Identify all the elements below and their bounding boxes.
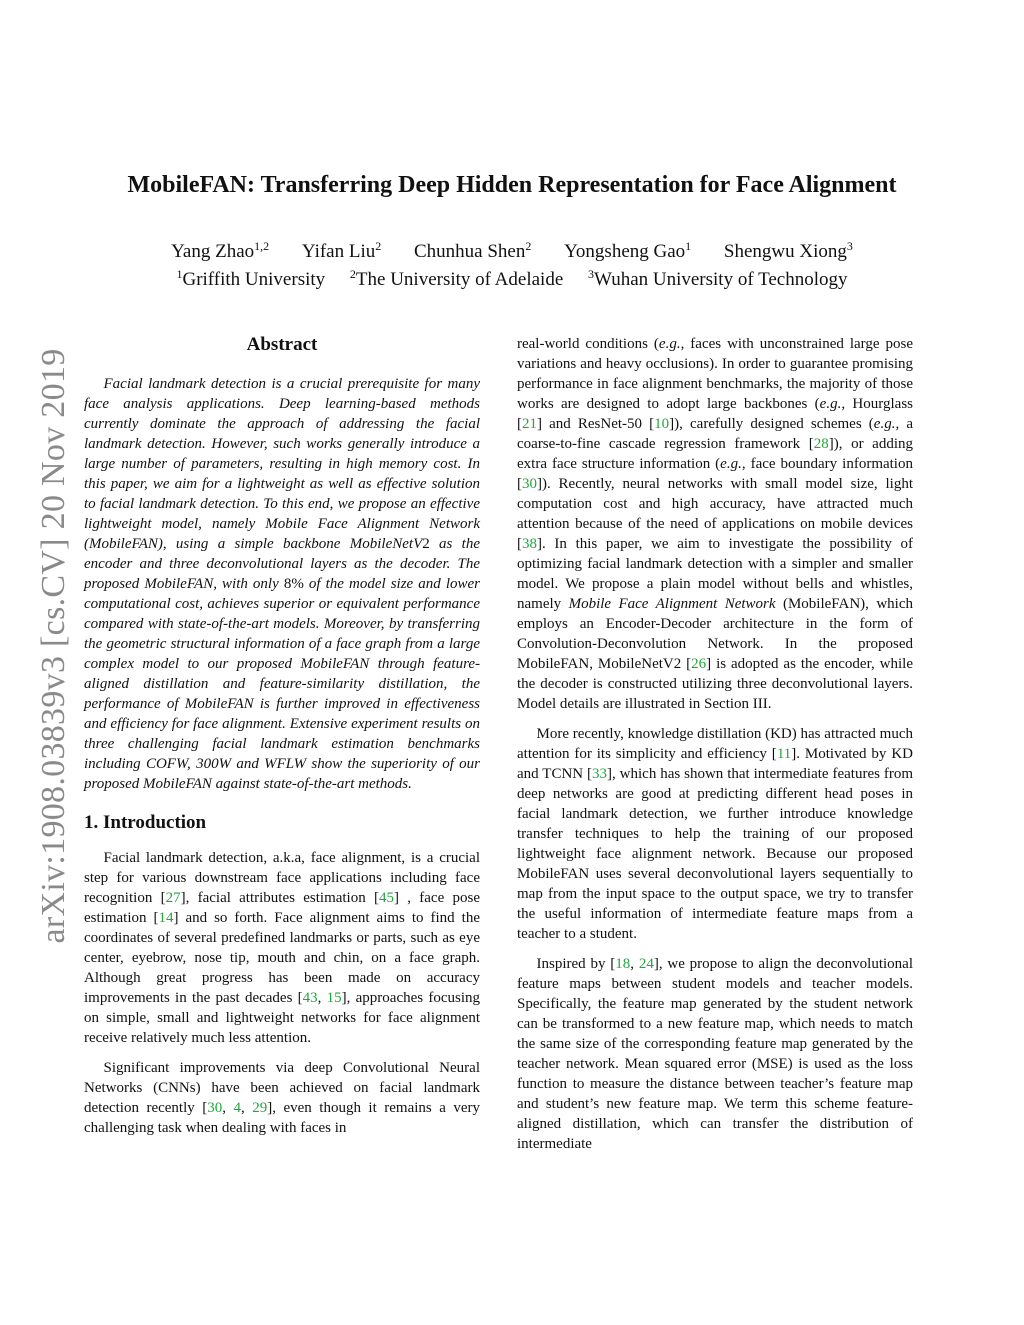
affiliation: $^2$The University of Adelaide <box>349 267 564 290</box>
citation-link[interactable]: 28 <box>813 436 829 452</box>
abstract-heading: Abstract <box>246 334 318 355</box>
intro-paragraph: Inspired by [18, 24], we propose to align the deconvolutional feature maps between student models and teacher models. Specifically, the feature map generated by the student network can be transformed to a new feature map, which needs to match the same size of the corresponding feature map generated by the teacher network. Mean squared error (MSE) is used as the loss function to measure the distance between teacher’s feature map and student’s new feature map. We term this scheme feature-aligned distillation, which can transfer the distribution of intermediate <box>517 956 914 1152</box>
citation-link[interactable]: 45 <box>378 890 394 906</box>
author-list <box>0 238 1024 266</box>
citation-link[interactable]: 14 <box>158 910 174 926</box>
left-column <box>84 334 480 1148</box>
intro-paragraph: Significant improvements via deep Convolutional Neural Networks (CNNs) have been achieved on facial landmark detection recently [30, 4, 29], even though it remains a very challenging task when dealing with faces in <box>84 1060 481 1136</box>
citation-link[interactable]: 11 <box>776 746 792 762</box>
author: Yifan Liu$^2$ <box>301 239 382 262</box>
citation-link[interactable]: 26 <box>691 656 707 672</box>
affiliation: $^1$Griffith University <box>176 267 326 290</box>
right-column <box>517 334 913 1164</box>
citation-link[interactable]: 21 <box>522 416 537 432</box>
citation-link[interactable]: 30 <box>207 1100 223 1116</box>
author-block <box>0 238 1024 294</box>
citation-link[interactable]: 18 <box>615 956 631 972</box>
intro-paragraph-continued: real-world conditions (e.g., faces with unconstrained large pose variations and heavy occlusions). In order to guarantee promising performance in face alignment benchmarks, the majority of those works are designed to adopt large backbones (e.g., Hourglass [21] and ResNet-50 [10]), carefully designed schemes (e.g., a coarse-to-fine cascade regression framework [28]), or adding extra face structure information (e.g., face boundary information [30]). Recently, neural networks with small model size, light computation cost and high accuracy, have attracted much attention because of the need of applications on mobile devices [38]. In this paper, we aim to investigate the possibility of optimizing facial landmark detection with a simpler and smaller model. We propose a plain model without bells and whistles, namely Mobile Face Alignment Network (MobileFAN), which employs an Encoder-Decoder architecture in the form of Convolution-Deconvolution Network. In the proposed MobileFAN, MobileNetV2 [26] is adopted as the encoder, while the decoder is constructed utilizing three deconvolutional layers. Model details are illustrated in Section III. <box>517 336 914 712</box>
section-heading-introduction: 1. Introduction <box>84 812 207 833</box>
paper-title: MobileFAN: Transferring Deep Hidden Representation for Face Alignment <box>127 172 897 198</box>
affiliation-list <box>0 266 1024 294</box>
affiliation: $^3$Wuhan University of Technology <box>588 267 848 290</box>
intro-paragraph: Facial landmark detection, a.k.a, face alignment, is a crucial step for various downstream face applications including face recognition [27], facial attributes estimation [45] , face pose estimation [14] and so forth. Face alignment aims to find the coordinates of several predefined landmarks or parts, such as eye center, eyebrow, nose tip, mouth and chin, on a face graph. Although great progress has been made on accuracy improvements in the past decades [43, 15], approaches focusing on simple, small and lightweight networks for face alignment receive relatively much less attention. <box>84 850 481 1046</box>
citation-link[interactable]: 27 <box>165 890 181 906</box>
citation-link[interactable]: 38 <box>522 536 537 552</box>
citation-link[interactable]: 43 <box>302 990 318 1006</box>
abstract-text: Facial landmark detection is a crucial prerequisite for many face analysis applications. Deep learning-based methods currently dominate the approach of addressing the facial landmark detection. However, such works generally introduce a large number of parameters, resulting in high memory cost. In this paper, we aim for a lightweight as well as effective solution to facial landmark detection. To this end, we propose an effective lightweight model, namely Mobile Face Alignment Network (MobileFAN), using a simple backbone MobileNetV2 as the encoder and three deconvolutional layers as the decoder. The proposed MobileFAN, with only 8% of the model size and lower computational cost, achieves superior or equivalent performance compared with state-of-the-art models. Moreover, by transferring the geometric structural information of a face graph from a large complex model to our proposed MobileFAN through feature-aligned distillation and feature-similarity distillation, the performance of MobileFAN is further improved in effectiveness and efficiency for face alignment. Extensive experiment results on three challenging facial landmark estimation benchmarks including COFW, 300W and WFLW show the superiority of our proposed MobileFAN against state-of-the-art methods. <box>84 376 481 792</box>
citation-link[interactable]: 15 <box>326 990 342 1006</box>
author: Yang Zhao$^{1,2}$ <box>171 239 270 262</box>
citation-link[interactable]: 29 <box>252 1100 268 1116</box>
citation-link[interactable]: 24 <box>638 956 654 972</box>
intro-paragraph: More recently, knowledge distillation (KD) has attracted much attention for its simplicity and efficiency [11]. Motivated by KD and TCNN [33], which has shown that intermediate features from deep networks are good at predicting different head poses in facial landmark detection, we further introduce knowledge transfer techniques to help the training of our proposed lightweight face alignment network. Because our proposed MobileFAN uses several deconvolutional layers sequentially to map from the input space to the output space, we try to transfer the useful information of intermediate feature maps from a teacher to a student. <box>517 726 914 942</box>
citation-link[interactable]: 10 <box>654 416 670 432</box>
citation-link[interactable]: 30 <box>522 476 537 492</box>
arxiv-identifier: arXiv:1908.03839v3 [cs.CV] 20 Nov 2019 <box>35 348 72 944</box>
citation-link[interactable]: 4 <box>233 1100 241 1116</box>
author: Yongsheng Gao$^1$ <box>564 239 692 262</box>
citation-link[interactable]: 33 <box>592 766 608 782</box>
author: Shengwu Xiong$^3$ <box>723 239 853 262</box>
author: Chunhua Shen$^2$ <box>414 239 532 262</box>
